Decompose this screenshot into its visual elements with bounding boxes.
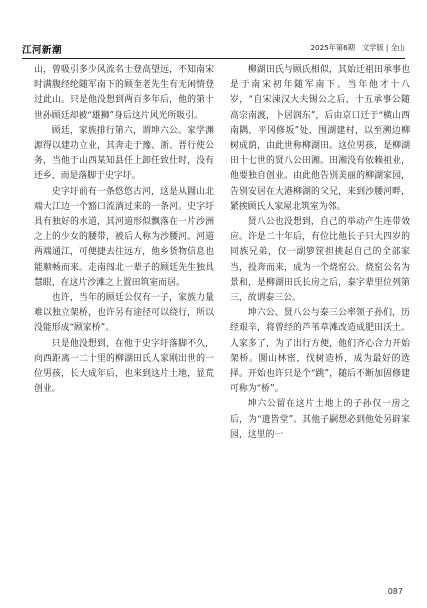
paragraph: 贤八公也没想到，自己的举动产生连带效应。许是二十年后，有位比他长子只大四岁的同族兄弟，仅一副箩筐担挑起自己的全部家当，投奔而来，成为一个烧窑公。烧窑公名为景和，是柳湖田氏长房之后，泰字辈里位列第三，故谓泰三公。 [230,217,410,304]
left-column [34,63,214,397]
header-divider [22,58,405,59]
paragraph: 史字圩前有一条悠悠古河，这是从圌山北端大江边一个豁口流淌过来的一条河。史字圩具有独好的水道，其河道形似飘落在一片沙洲之上的少女的腰带，被后人称为沙腰河。河道两端通江，可便捷去往远方，他乡货物信息也能顺畅而来。走南闯北一辈子的顾廷先生独具慧眼，在这片沙滩之上置田筑室而居。 [34,186,214,288]
page-header [22,42,405,56]
issue-info: 2025年第6期 文学版 | 全山 [310,43,405,52]
paragraph: 只是他没想到，在他于史字圩落脚不久，向西距离一二十里的柳湖田氏人家刚出世的一位男孩，长大成年后，也来到这片土地，显荒创业。 [34,338,214,395]
paragraph: 坤六公、贤八公与泰三公率领子孙们，历经艰辛，将曾经的芦苇草滩改造成肥田沃土。人家多了，为了出行方便，他们齐心合力开始架桥。圌山林密，伐树造桥，成为最好的选择。开始也许只是个“跳”，随后不断加固修建可称为“桥”。 [230,308,410,395]
paragraph: 山，曾吸引多少风流名士登高望远，不知南宋时满腹经纶随军南下的顾奎老先生有无闲情登过此山。只是他没想到两百多年后，他的第十世孙顾廷却被“雄狮”身后这片风光所吸引。 [34,65,214,121]
page-number: 087 [387,587,403,596]
magazine-logo: 江河新潮 [22,45,63,56]
paragraph: 顾廷，家族排行第六，谓坤六公。家学渊源得以建功立业，其奔走于豫、浙、晋行使公务，当他于山西某知县任上卸任致仕时，没有还乡，而是落脚于史字圩。 [34,125,214,182]
paragraph: 坤六公留在这片土地上的子孙仅一房之后，为“遗皆堂”。其他子嗣想必到他处另辟家园，这里的一 [230,399,410,440]
right-column [230,63,410,443]
paragraph: 柳湖田氏与顾氏相似，其始迁祖田承事也是于南宋初年随军南下。当年他才十八岁，“自宋涑汉大夫锡公之后，十五承事公随高宗南渡，卜居润东”，后由京口迁于“横山西南隅，平冈修坂”处，围湖建村，以至溯边柳树成荫，由此世称柳湖田。这位男孩，是柳湖田十七世的贤八公田湘。田湘没有依赖祖业，他要独自创业。由此他告别美丽的柳湖家园，告别安居在大港柳湖的父兄，来到沙腰河畔，紧挨顾氏人家屋北筑室为邻。 [230,65,410,212]
paragraph: 也许，当年的顾廷公仅有一子，家族力量难以独立架桥，也许另有途径可以绕行，所以没能形成“顾家桥”。 [34,293,214,334]
